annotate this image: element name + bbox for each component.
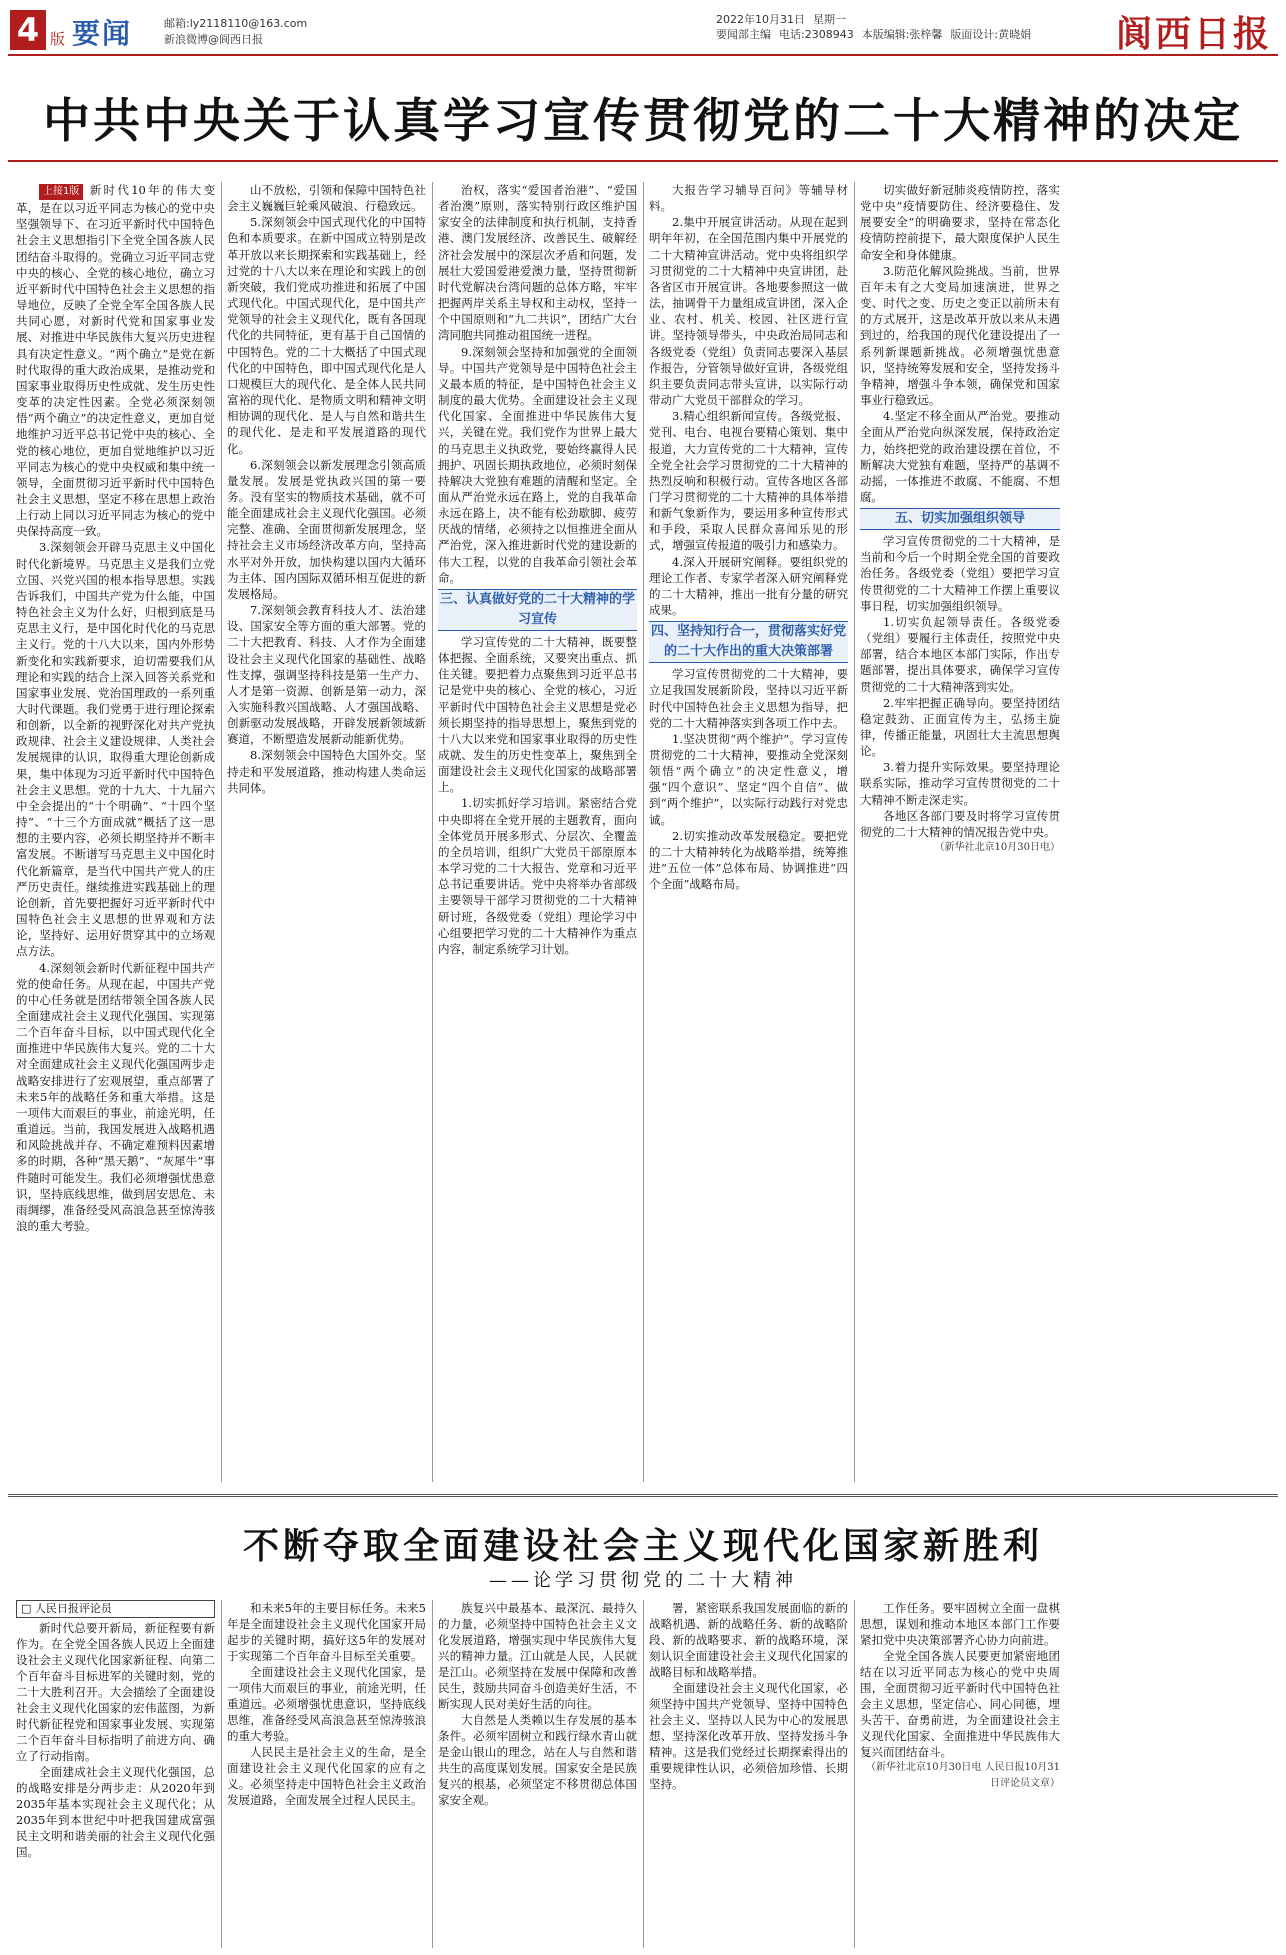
paragraph: 2.牢牢把握正确导向。要坚持团结稳定鼓劲、正面宣传为主，弘扬主旋律，传播正能量，巩固壮大主流思想舆论。 [860,695,1060,759]
section-title: 要闻 [72,17,133,50]
paragraph: 3.深刻领会开辟马克思主义中国化时代化新境界。马克思主义是我们立党立国、兴党兴国的根本指导思想。实践告诉我们，中国共产党为什么能，中国特色社会主义为什么好，归根到底是马克思主义行，是中国化时代化的马克思主义行。党的十八大以来，国内外形势新变化和实践新要求，迫切需要我们从理论和实践的结合上深入回答关系党和国家事业发展、党治国理政的一系列重大时代课题。我们党勇于进行理论探索和创新，以全新的视野深化对共产党执政规律、社会主义建设规律、人类社会发展规律的认识，取得重大理论创新成果，集中体现为习近平新时代中国特色社会主义思想。党的十九大、十九届六中全会提出的“十个明确”、“十四个坚持”、“十三个方面成就”概括了这一思想的主要内容，必须长期坚持并不断丰富发展。不断谱写马克思主义中国化时代化新篇章，是当代中国共产党人的庄严历史责任。继续推进实践基础上的理论创新，首先要把握好习近平新时代中国特色社会主义思想的世界观和方法论，坚持好、运用好贯穿其中的立场观点方法。 [16,540,215,959]
paragraph: 大报告学习辅导百问》等辅导材料。 [649,183,848,214]
editorial-subtitle: ——论学习贯彻党的二十大精神 [489,1570,797,1591]
paragraph: 5.深刻领会中国式现代化的中国特色和本质要求。在新中国成立特别是改革开放以来长期探索和实践基础上，经过党的十八大以来在理论和实践上的创新突破，我们党成功推进和拓展了中国式现代化。中国式现代化，是中国共产党领导的社会主义现代化，既有各国现代化的共同特征，更有基于自己国情的中国特色。党的二十大概括了中国式现代化的中国特色，即中国式现代化是人口规模巨大的现代化、是全体人民共同富裕的现代化、是物质文明和精神文明相协调的现代化、是人与自然和谐共生的现代化、是走和平发展道路的现代化。 [227,215,426,456]
paragraph: 6.深刻领会以新发展理念引领高质量发展。发展是党执政兴国的第一要务。没有坚实的物质技术基础，就不可能全面建成社会主义现代化强国。必须完整、准确、全面贯彻新发展理念，坚持社会主义市场经济改革方向，坚持高水平对外开放，加快构建以国内大循环为主体、国内国际双循环相互促进的新发展格局。 [227,457,426,601]
section-separator [8,1494,1278,1497]
article1-col4 [649,182,848,1482]
paragraph: 学习宣传党的二十大精神，既要整体把握、全面系统，又要突出重点、抓住关键。要把着力点聚焦到习近平总书记是党中央的核心、全党的核心，习近平新时代中国特色社会主义思想是党必须长期坚持的指导思想上，聚焦到党的十八大以来党和国家事业取得的历史性成就、发生的历史性变革上，聚焦到全面建设社会主义现代化国家的战略部署上。 [438,634,637,795]
paragraph: 工作任务。要牢固树立全面一盘棋思想，谋划和推动本地区本部门工作要紧扣党中央决策部署齐心协力向前进。 [860,1601,1060,1647]
column-divider [432,182,433,1482]
page-number: 4 [10,10,46,50]
paragraph: 4.深刻领会新时代新征程中国共产党的使命任务。从现在起，中国共产党的中心任务就是团结带领全国各族人民全面建成社会主义现代化强国、实现第二个百年奋斗目标，以中国式现代化全面推进中华民族伟大复兴。党的二十大对全面建成社会主义现代化强国两步走战略安排进行了宏观展望，重点部署了未来5年的战略任务和重大举措。这是一项伟大而艰巨的事业，前途光明，任重道远。当前，我国发展进入战略机遇和风险挑战并存、不确定难预料因素增多的时期，各种“黑天鹅”、“灰犀牛”事件随时可能发生。我们必须增强忧患意识，坚持底线思维，做到居安思危、未雨绸缪，准备经受风高浪急甚至惊涛骇浪的重大考验。 [16,960,215,1233]
article2-col3 [438,1600,637,1948]
paragraph: 署，紧密联系我国发展面临的新的战略机遇、新的战略任务、新的战略阶段、新的战略要求、新的战略环境，深刻认识全面建设社会主义现代化国家的战略目标和战略举措。 [649,1601,848,1679]
paragraph: 1.切实负起领导责任。各级党委（党组）要履行主体责任，按照党中央部署，结合本地区本部门实际，作出专题部署，提出具体要求，确保学习宣传贯彻党的二十大精神落到实处。 [860,614,1060,694]
paragraph: 全面建设社会主义现代化国家，是一项伟大而艰巨的事业，前途光明，任重道远。必须增强忧患意识，坚持底线思维，准备经受风高浪急甚至惊涛骇浪的重大考验。 [227,1665,426,1743]
headline-rule [8,160,1278,162]
column-divider [221,1600,222,1948]
paragraph: 3.精心组织新闻宣传。各级党报、党刊、电台、电视台要精心策划、集中报道，大力宣传党的二十大精神，宣传全党全社会学习贯彻党的二十大精神的热烈反响和积极行动。宣传各地区各部门学习贯彻党的二十大精神的具体举措和新气象新作为，要运用多种宣传形式和手段，采取人民群众喜闻乐见的形式，增强宣传报道的吸引力和感染力。 [649,409,848,553]
subheading-five: 五、切实加强组织领导 [860,508,1060,530]
paragraph: 全党全国各族人民要更加紧密地团结在以习近平同志为核心的党中央周围，全面贯彻习近平新时代中国特色社会主义思想，坚定信心、同心同德，埋头苦干、奋勇前进，为全面建设社会主义现代化国家、全面推进中华民族伟大复兴而团结奋斗。 [860,1649,1060,1759]
paragraph: 人民民主是社会主义的生命，是全面建设社会主义现代化国家的应有之义。必须坚持走中国特色社会主义政治发展道路，全面发展全过程人民民主。 [227,1745,426,1807]
duty-editor: 本版编辑:张梓馨 [861,28,943,41]
byline: □ 人民日报评论员 [16,1600,215,1618]
article1-credit: （新华社北京10月30日电） [934,842,1060,854]
column-divider [854,182,855,1482]
subheading-three: 三、认真做好党的二十大精神的学习宣传 [438,589,637,631]
paragraph: 各地区各部门要及时将学习宣传贯彻党的二十大精神的情况报告党中央。 [860,808,1060,839]
paragraph: 族复兴中最基本、最深沉、最持久的力量，必须坚持中国特色社会主义文化发展道路，增强实现中华民族伟大复兴的精神力量。江山就是人民，人民就是江山。必须坚持在发展中保障和改善民生，鼓励共同奋斗创造美好生活，不断实现人民对美好生活的向往。 [438,1601,637,1711]
designer: 版面设计:黄晓娟 [950,28,1032,41]
paragraph: 切实做好新冠肺炎疫情防控，落实党中央“疫情要防住、经济要稳住、发展要安全”的明确要求，坚持在常态化疫情防控前提下，最大限度保护人民生命安全和身体健康。 [860,183,1060,262]
column-divider [643,1600,644,1948]
paragraph: 9.深刻领会坚持和加强党的全面领导。中国共产党领导是中国特色社会主义最本质的特征，是中国特色社会主义制度的最大优势。全面建设社会主义现代化国家、全面推进中华民族伟大复兴，关键在党。我们党作为世界上最大的马克思主义执政党，要始终赢得人民拥护、巩固长期执政地位，必须时刻保持解决大党独有难题的清醒和坚定。全面从严治党永远在路上，党的自我革命永远在路上，决不能有松劲歇脚、疲劳厌战的情绪，必须持之以恒推进全面从严治党，深入推进新时代党的建设新的伟大工程，以党的自我革命引领社会革命。 [438,344,637,585]
paragraph: 山不放松，引领和保障中国特色社会主义巍巍巨轮乘风破浪、行稳致远。 [227,183,426,214]
paragraph: 新时代总要开新局，新征程要有新作为。在全党全国各族人民迈上全面建设社会主义现代化国家新征程、向第二个百年奋斗目标进军的关键时刻，党的二十大胜利召开。大会描绘了全面建设社会主义现代化国家的宏伟蓝图，为新时代新征程党和国家事业发展、实现第二个百年奋斗目标指明了前进方向、确立了行动指南。 [16,1621,215,1763]
main-headline: 中共中央关于认真学习宣传贯彻党的二十大精神的决定 [43,94,1243,149]
phone: 电话:2308943 [779,28,854,41]
paragraph: 2.切实推动改革发展稳定。要把党的二十大精神转化为战略举措，统筹推进“五位一体”总体布局、协调推进“四个全面”战略布局。 [649,828,848,892]
article2-body [16,1600,1270,1948]
paragraph: 新时代10年的伟大变革，是在以习近平同志为核心的党中央坚强领导下、在习近平新时代中国特色社会主义思想指引下全党全国各族人民团结奋斗取得的。党确立习近平同志党中央的核心、全党的核心地位，确立习近平新时代中国特色社会主义思想的指导地位，反映了全党全军全国各族人民共同心愿，对新时代党和国家事业发展、对推进中华民族伟大复兴历史进程具有决定性意义。“两个确立”是党在新时代取得的重大政治成果，是推动党和国家事业取得历史性成就、发生历史性变革的决定性因素。全党必须深刻领悟“两个确立”的决定性意义，更加自觉地维护习近平总书记党中央的核心、全党的核心地位，更加自觉地维护以习近平同志为核心的党中央权威和集中统一领导，全面贯彻习近平新时代中国特色社会主义思想，坚定不移在思想上政治上行动上同以习近平同志为核心的党中央保持高度一致。 [16,183,215,539]
column-divider [432,1600,433,1948]
paragraph: 治权，落实“爱国者治港”、“爱国者治澳”原则，落实特别行政区维护国家安全的法律制度和执行机制，支持香港、澳门发展经济、改善民生、破解经济社会发展中的深层次矛盾和问题，发展壮大爱国爱港爱澳力量，坚持贯彻新时代党解决台湾问题的总体方略，牢牢把握两岸关系主导权和主动权，坚持一个中国原则和“九二共识”，团结广大台湾同胞共同推动祖国统一进程。 [438,183,637,343]
paragraph: 8.深刻领会中国特色大国外交。坚持走和平发展道路，推动构建人类命运共同体。 [227,748,426,795]
page-header [8,6,1278,56]
newspaper-logo: 阆西日报 [1115,13,1272,55]
contact-info [164,16,307,48]
paragraph: 1.切实抓好学习培训。紧密结合党中央即将在全党开展的主题教育，面向全体党员开展多形式、分层次、全覆盖的全员培训，组织广大党员干部原原本本学习党的二十大报告、党章和习近平总书记重要讲话。党中央将举办省部级主要领导干部学习贯彻党的二十大精神研讨班，各级党委（党组）理论学习中心组要把学习党的二十大精神作为重点内容，制定系统学习计划。 [438,796,637,956]
article1-col2 [227,182,426,1482]
column-divider [643,182,644,1482]
editor: 要闻部主编 [716,28,771,41]
weekday: 星期一 [813,13,846,26]
paragraph: 学习宣传贯彻党的二十大精神，是当前和今后一个时期全党全国的首要政治任务。各级党委（党组）要把学习宣传贯彻党的二十大精神工作摆上重要议事日程，切实加强组织领导。 [860,534,1060,613]
email: 邮箱:ly2118110@163.com [164,17,308,30]
paragraph: 大自然是人类赖以生存发展的基本条件。必须牢固树立和践行绿水青山就是金山银山的理念，站在人与自然和谐共生的高度谋划发展。国家安全是民族复兴的根基，必须坚定不移贯彻总体国家安全观。 [438,1713,637,1807]
column-divider [221,182,222,1482]
article1-col5 [860,182,1060,1482]
column-divider [854,1600,855,1948]
paragraph: 1.坚决贯彻“两个维护”。学习宣传贯彻党的二十大精神，要推动全党深刻领悟“两个确立”的决定性意义，增强“四个意识”、坚定“四个自信”、做到“两个维护”，以实际行动践行对党忠诚。 [649,731,848,827]
paragraph: 学习宣传贯彻党的二十大精神，要立足我国发展新阶段，坚持以习近平新时代中国特色社会主义思想为指导，把党的二十大精神落实到各项工作中去。 [649,667,848,730]
article1-col1 [16,182,215,1482]
paragraph: 全面建成社会主义现代化强国，总的战略安排是分两步走：从2020年到2035年基本实现社会主义现代化；从2035年到本世纪中叶把我国建成富强民主文明和谐美丽的社会主义现代化强国。 [16,1765,215,1859]
article2-col5 [860,1600,1060,1948]
paragraph: 3.着力提升实际效果。要坚持理论联系实际，推动学习宣传贯彻党的二十大精神不断走深走实。 [860,760,1060,807]
subheading-four: 四、坚持知行合一，贯彻落实好党的二十大作出的重大决策部署 [649,621,848,663]
paragraph: 和未来5年的主要目标任务。未来5年是全面建设社会主义现代化国家开局起步的关键时期，搞好这5年的发展对于实现第二个百年奋斗目标至关重要。 [227,1601,426,1663]
paragraph: 7.深刻领会教育科技人才、法治建设、国家安全等方面的重大部署。党的二十大把教育、科技、人才作为全面建设社会主义现代化国家的基础性、战略性支撑，强调坚持科技是第一生产力、人才是第一资源、创新是第一动力，深入实施科教兴国战略、人才强国战略、创新驱动发展战略，开辟发展新领域新赛道，不断塑造发展新动能新优势。 [227,603,426,747]
article2-col1 [16,1600,215,1948]
date-line [716,12,1039,42]
article2-credit: （新华社北京10月30日电 人民日报10月31日评论员文章） [865,1762,1060,1789]
paragraph: 2.集中开展宣讲活动。从现在起到明年年初，在全国范围内集中开展党的二十大精神宣讲活动。党中央将组织学习贯彻党的二十大精神中央宣讲团，赴各省区市开展宣讲。各地要参照这一做法，抽调骨干力量组成宣讲团，深入企业、农村、机关、校园、社区进行宣讲。坚持领导带头，中央政治局同志和各级党委（党组）负责同志要深入基层作报告，分管领导做好宣讲，各级党组织主要负责同志带头宣讲，以实际行动带动广大党员干部群众的学习。 [649,215,848,408]
paragraph: 全面建设社会主义现代化国家，必须坚持中国共产党领导、坚持中国特色社会主义、坚持以人民为中心的发展思想、坚持深化改革开放、坚持发扬斗争精神。这是我们党经过长期探索得出的重要规律性认识，必须倍加珍惜、长期坚持。 [649,1681,848,1791]
article1-body [16,182,1270,1482]
editorial-headline: 不断夺取全面建设社会主义现代化国家新胜利 [242,1526,1043,1567]
article2-col2 [227,1600,426,1948]
weibo: 新浪微博@阆西日报 [164,33,263,46]
paragraph: 4.坚定不移全面从严治党。要推动全面从严治党向纵深发展，保持政治定力，始终把党的政治建设摆在首位，不断解决大党独有难题，坚持严的基调不动摇，一体推进不敢腐、不能腐、不想腐。 [860,409,1060,504]
article2-col4 [649,1600,848,1948]
paragraph: 3.防范化解风险挑战。当前，世界百年未有之大变局加速演进，世界之变、时代之变、历史之变正以前所未有的方式展开，这是改革开放以来从未遇到过的，给我国的现代化建设提出了一系列新课题新挑战。必须增强忧患意识，坚持统筹发展和安全，坚持发扬斗争精神，增强斗争本领，确保党和国家事业行稳致远。 [860,263,1060,408]
issue-date: 2022年10月31日 [716,13,805,26]
paragraph: 4.深入开展研究阐释。要组织党的理论工作者、专家学者深入研究阐释党的二十大精神，推出一批有分量的研究成果。 [649,554,848,618]
continued-label: 上接1版 [39,184,83,200]
article1-col3 [438,182,637,1482]
ban-label: 版 [50,30,66,48]
